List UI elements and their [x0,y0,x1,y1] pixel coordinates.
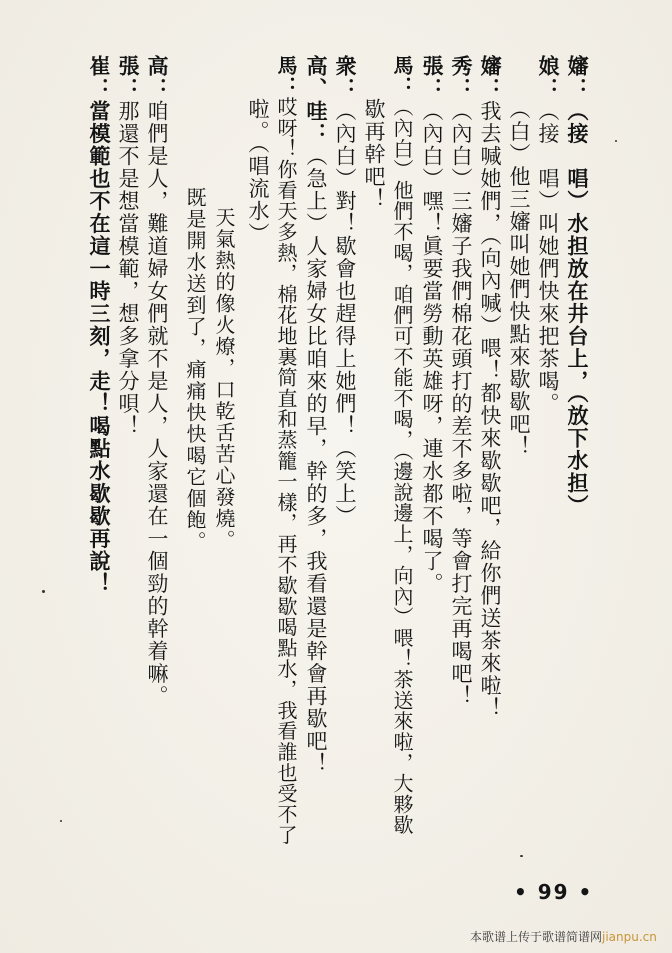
song-lyric-line [185,187,205,553]
speaker-label: 馬： [274,55,298,97]
speaker-label: 崔： [87,55,112,100]
dialogue-text: （接 唱）叫她們快來把茶喝。 [536,100,560,415]
dialogue-line [566,55,588,517]
song-lyric-text: 既是開水送到了，痛痛快快喝它個飽。 [183,187,207,553]
speaker-label: 高： [145,55,170,100]
dialogue-line [334,55,356,528]
dialogue-line [421,55,443,595]
watermark-text: 本歌谱上传于歌谱简谱网 [470,930,603,944]
dialogue-text: 那還不是想當模範，想多拿分唄！ [116,100,140,438]
dialogue-text: （白）他三嬸叫她們快點來歇歇吧！ [507,98,531,458]
dialogue-text: 歇再幹吧！ [362,98,386,211]
dialogue-line [305,55,327,775]
watermark-url: jianpu.cn [602,930,657,944]
dialogue-text: 我去喊她們，（向內喊）喂！都快來歇歇吧，給你們送茶來啦！ [478,100,502,720]
speaker-label: 嬸： [565,55,590,100]
dialogue-line [537,55,559,415]
dialogue-text: （內白）三嬸子我們棉花頭打的差不多啦，等會打完再喝吧！ [449,100,473,708]
dialogue-line [450,55,472,708]
song-lyric-line [214,207,234,551]
scan-speck [615,140,617,142]
dialogue-line [276,55,296,845]
dialogue-text: 哎呀！你看天多熱，棉花地裏简直和蒸籠一樣，再不歇歇喝點水，我看誰也受不了 [274,96,298,846]
dialogue-line [392,55,412,835]
dialogue-text: 啦。（唱流水） [246,98,270,245]
dialogue-line [508,98,530,458]
speaker-label: 張： [420,55,445,100]
dialogue-text: 當模範也不在這一時三刻，走！喝點水歇歇再說！ [87,100,112,595]
speaker-label: 娘： [536,55,561,100]
dialogue-text: 咱們是人，難道婦女們就不是人，人家還在一個勁的幹着嘛。 [145,100,169,708]
dialogue-text: （接 唱）水担放在井台上，（放下水担） [565,100,590,517]
dialogue-line [88,55,110,595]
dialogue-line [479,55,501,720]
watermark [470,928,657,945]
dialogue-line [146,55,168,708]
speaker-label: 馬： [390,55,414,97]
speaker-label: 秀： [449,55,474,100]
speaker-label: 張： [116,55,141,100]
dialogue-line [363,98,385,211]
dialogue-line [117,55,139,438]
dialogue-text: （急上）人家婦女比咱來的早，幹的多，我看還是幹會再歇吧！ [304,145,328,775]
page-number: • 99 • [514,880,594,904]
dialogue-line [247,98,269,245]
speaker-label: 高、哇： [304,55,329,145]
scan-speck [520,855,523,857]
speaker-label: 嬸： [478,55,503,100]
scan-speck [60,820,62,822]
speaker-label: 衆： [333,55,358,100]
dialogue-text: （內白）他們不喝，咱們可不能不喝，（邊說邊上，向內）喂！茶送來啦，大夥歇 [390,96,414,836]
dialogue-text: （內白）嘿！眞要當勞動英雄呀，連水都不喝了。 [420,100,444,595]
scan-speck [42,590,45,593]
song-lyric-text: 天氣熱的像火燎，口乾舌苦心發燒。 [212,207,236,551]
dialogue-text: （內白）對！歇會也趕得上她們！（笑上） [333,100,357,528]
